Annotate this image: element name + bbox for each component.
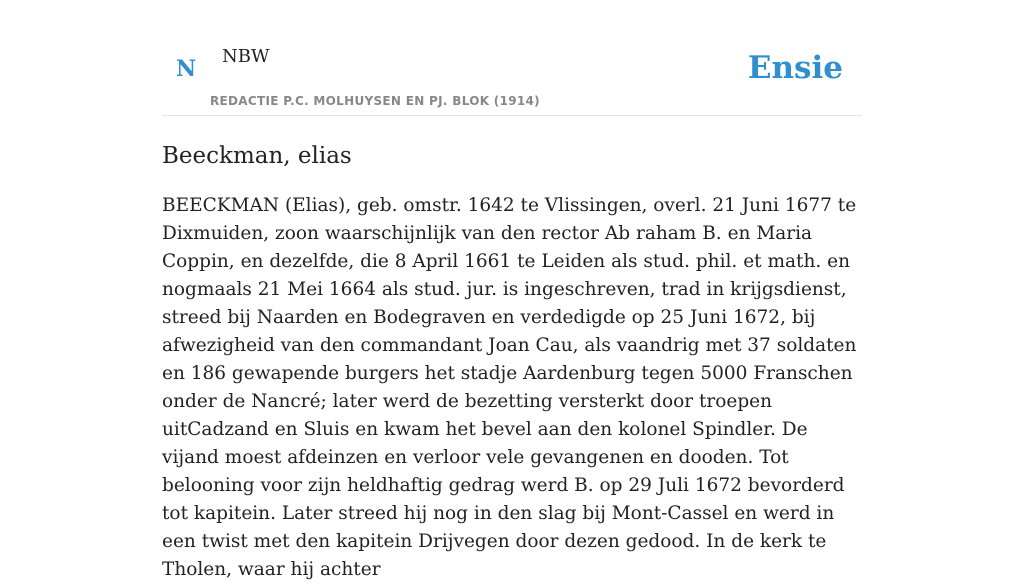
ensie-logo-link[interactable]: Ensie [747, 50, 843, 86]
source-title[interactable]: NBW [222, 46, 270, 67]
page [162, 0, 862, 584]
source-subtitle: REDACTIE P.C. MOLHUYSEN EN PJ. BLOK (1914) [210, 94, 540, 108]
source-header [162, 0, 862, 116]
entry-title: Beeckman, elias [162, 143, 352, 169]
entry-body: BEECKMAN (Elias), geb. omstr. 1642 te Vlissingen, overl. 21 Juni 1677 te Dixmuiden, zoon waarschijnlijk van den rector Ab raham B. en Maria Coppin, en dezelfde, die 8 April 1661 te Leiden als stud. phil. et math. en nogmaals 21 Mei 1664 als stud. jur. is ingeschreven, trad in krijgsdienst, streed bij Naarden en Bodegraven en verdedigde op 25 Juni 1672, bij afwezigheid van den commandant Joan Cau, als vaandrig met 37 soldaten en 186 gewapende burgers het stadje Aardenburg tegen 5000 Franschen onder de Nancré; later werd de bezetting versterkt door troepen uitCadzand en Sluis en kwam het bevel aan den kolonel Spindler. De vijand moest afdeinzen en verloor vele gevangenen en dooden. Tot belooning voor zijn heldhaftig gedrag werd B. op 29 Juli 1672 bevorderd tot kapitein. Later streed hij nog in den slag bij Mont-Cassel en werd in een twist met den kapitein Drijvegen door dezen gedood. In de kerk te Tholen, waar hij achter [162, 195, 857, 580]
source-logo-link[interactable]: N [176, 56, 197, 82]
